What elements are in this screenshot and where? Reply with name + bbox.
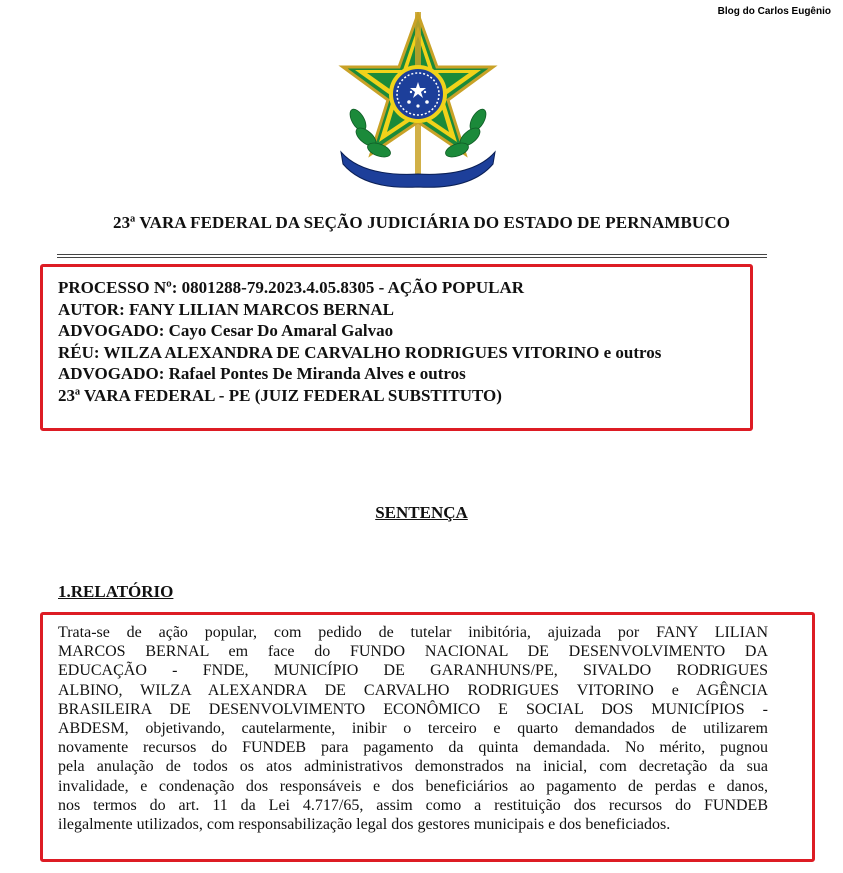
paragraph-line: ALBINO, WILZA ALEXANDRA DE CARVALHO RODRIGUES VITORINO e AGÊNCIA: [58, 681, 768, 699]
process-defendant-lawyer: ADVOGADO: Rafael Pontes De Miranda Alves e outros: [58, 364, 466, 383]
paragraph-line: EDUCAÇÃO - FNDE, MUNICÍPIO DE GARANHUNS/PE, SIVALDO RODRIGUES: [58, 662, 768, 680]
process-author: AUTOR: FANY LILIAN MARCOS BERNAL: [58, 299, 394, 319]
paragraph-line: MARCOS BERNAL em face do FUNDO NACIONAL DE DESENVOLVIMENTO DA: [58, 643, 768, 661]
blog-watermark: Blog do Carlos Eugênio: [717, 6, 831, 17]
sentenca-heading: SENTENÇA: [375, 503, 468, 522]
court-title: 23ª VARA FEDERAL DA SEÇÃO JUDICIÁRIA DO ESTADO DE PERNAMBUCO: [112, 213, 731, 232]
paragraph-line: pela anulação de todos os atos administrativos demonstrados na inicial, com decretação da sua: [58, 758, 768, 776]
paragraph-line: ilegalmente utilizados, com responsabilização legal dos gestores municipais e dos beneficiados.: [58, 816, 671, 834]
process-info: [58, 277, 661, 406]
process-court: 23ª VARA FEDERAL - PE (JUIZ FEDERAL SUBSTITUTO): [58, 385, 502, 405]
paragraph-line: ABDESM, objetivando, cautelarmente, inibir o terceiro e quarto demandados de utilizarem: [58, 720, 768, 738]
process-defendant: RÉU: WILZA ALEXANDRA DE CARVALHO RODRIGUES VITORINO e outros: [58, 342, 662, 362]
process-number: PROCESSO Nº: 0801288-79.2023.4.05.8305 - AÇÃO POPULAR: [58, 278, 525, 297]
brazil-coat-of-arms-icon: [333, 12, 503, 190]
paragraph-line: nos termos do art. 11 da Lei 4.717/65, assim como a restituição dos recursos do FUNDEB: [58, 796, 768, 814]
paragraph-line: BRASILEIRA DE DESENVOLVIMENTO ECONÔMICO E SOCIAL DOS MUNICÍPIOS -: [58, 700, 768, 718]
paragraph-line: invalidade, e condenação dos responsáveis e dos beneficiários ao pagamento de perdas e danos,: [58, 777, 768, 795]
header-divider-bottom: [57, 257, 767, 258]
process-author-lawyer: ADVOGADO: Cayo Cesar Do Amaral Galvao: [58, 321, 394, 340]
relatorio-heading: 1.RELATÓRIO: [58, 582, 174, 601]
paragraph-line: novamente recursos do FUNDEB para pagamento da quinta demandada. No mérito, pugnou: [58, 739, 768, 757]
paragraph-line: Trata-se de ação popular, com pedido de tutelar inibitória, ajuizada por FANY LILIAN: [58, 624, 768, 641]
relatorio-paragraph: [58, 623, 768, 834]
header-divider-top: [57, 254, 767, 255]
